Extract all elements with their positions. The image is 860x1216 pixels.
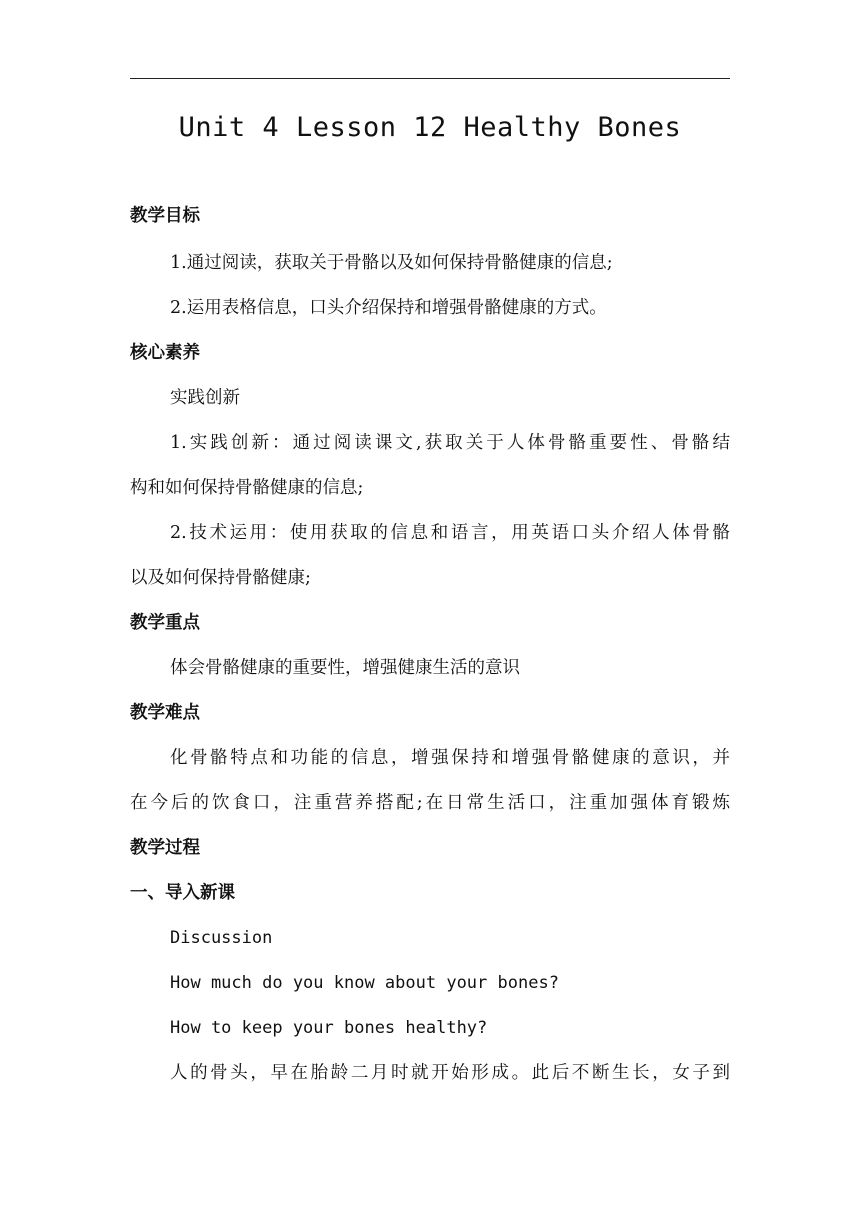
- question-1: How much do you know about your bones?: [170, 973, 559, 993]
- question-2: How to keep your bones healthy?: [170, 1018, 488, 1038]
- header-rule: [130, 78, 730, 79]
- heading-teaching-process: 教学过程: [130, 838, 200, 858]
- paragraph-line-1: 人的骨头，早在胎龄二月时就开始形成。此后不断生长，女子到: [170, 1063, 730, 1083]
- core-item-2-line-1: 2.技术运用：使用获取的信息和语言，用英语口头介绍人体骨骼: [170, 523, 730, 543]
- discussion-label: Discussion: [170, 928, 273, 948]
- goal-item-1: 1.通过阅读，获取关于骨骼以及如何保持骨骼健康的信息;: [170, 253, 613, 273]
- heading-teaching-goals: 教学目标: [130, 206, 200, 226]
- core-item-1-line-2: 构和如何保持骨骼健康的信息;: [130, 478, 364, 498]
- key-points-text: 体会骨骼健康的重要性，增强健康生活的意识: [170, 658, 520, 678]
- difficulties-line-1: 化骨骼特点和功能的信息，增强保持和增强骨骼健康的意识，并: [170, 748, 730, 768]
- heading-difficulties: 教学难点: [130, 703, 200, 723]
- core-subheading: 实践创新: [170, 388, 240, 408]
- subheading-introduction: 一、导入新课: [130, 883, 235, 903]
- document-title: Unit 4 Lesson 12 Healthy Bones: [178, 112, 682, 143]
- core-item-1-line-1: 1.实践创新：通过阅读课文,获取关于人体骨骼重要性、骨骼结: [170, 433, 730, 453]
- core-item-2-line-2: 以及如何保持骨骼健康;: [130, 568, 311, 588]
- heading-core-literacy: 核心素养: [130, 343, 200, 363]
- heading-key-points: 教学重点: [130, 613, 200, 633]
- difficulties-line-2: 在今后的饮食口，注重营养搭配;在日常生活口，注重加强体育锻炼: [130, 793, 730, 813]
- goal-item-2: 2.运用表格信息，口头介绍保持和增强骨骼健康的方式。: [170, 298, 607, 318]
